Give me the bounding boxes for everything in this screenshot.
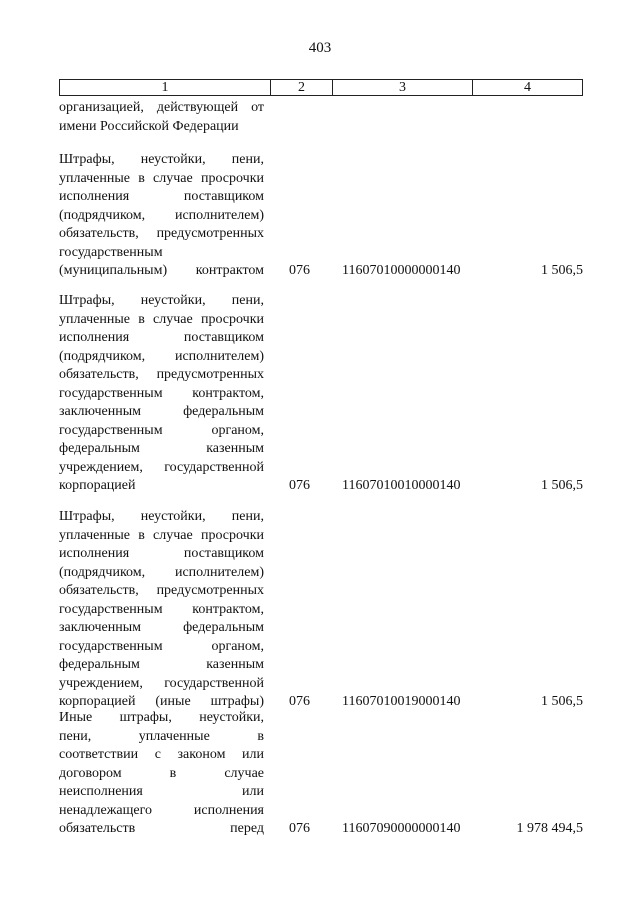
table-row bbox=[59, 508, 583, 711]
row-code-3: 11607010000000140 bbox=[342, 262, 461, 278]
description-line: (подрядчиком, исполнителем) bbox=[59, 348, 264, 364]
description-line: обязательств, предусмотренных bbox=[59, 367, 264, 382]
description-line: обязательств, предусмотренных bbox=[59, 226, 264, 241]
row-amount: 1 506,5 bbox=[541, 262, 583, 278]
description-line: уплаченные в случае просрочки bbox=[59, 311, 264, 327]
row-code-2: 076 bbox=[289, 693, 310, 709]
description-line: государственным контрактом, bbox=[59, 385, 264, 401]
description-line: корпорацией bbox=[59, 478, 136, 493]
description-line: федеральным казенным bbox=[59, 657, 264, 672]
description-line: учреждением, государственной bbox=[59, 675, 264, 691]
description-line: исполнения поставщиком bbox=[59, 546, 264, 561]
description-line: организацией, действующей от bbox=[59, 100, 264, 115]
table-header bbox=[59, 79, 583, 96]
description-line: учреждением, государственной bbox=[59, 459, 264, 475]
description-line: государственным органом, bbox=[59, 638, 264, 654]
description-line: (подрядчиком, исполнителем) bbox=[59, 207, 264, 223]
table-row bbox=[59, 709, 583, 838]
row-code-2: 076 bbox=[289, 477, 310, 493]
header-col-4: 4 bbox=[524, 79, 531, 95]
description-line: пени, уплаченные в bbox=[59, 728, 264, 744]
description-line: договором в случае bbox=[59, 765, 264, 781]
row-amount: 1 978 494,5 bbox=[516, 820, 583, 836]
row-description bbox=[59, 151, 264, 281]
row-description bbox=[59, 292, 264, 496]
row-amount: 1 506,5 bbox=[541, 693, 583, 709]
table-row bbox=[59, 292, 583, 495]
header-col-1: 1 bbox=[60, 80, 271, 95]
header-col-2: 2 bbox=[271, 80, 333, 95]
description-line: уплаченные в случае просрочки bbox=[59, 170, 264, 186]
table-row bbox=[59, 99, 583, 136]
description-line: (муниципальным) контрактом bbox=[59, 263, 264, 278]
row-code-3: 11607010010000140 bbox=[342, 477, 461, 493]
description-line: неисполнения или bbox=[59, 784, 264, 799]
description-line: федеральным казенным bbox=[59, 441, 264, 456]
row-code-2: 076 bbox=[289, 262, 310, 278]
row-description bbox=[59, 99, 264, 136]
description-line: Штрафы, неустойки, пени, bbox=[59, 509, 264, 524]
description-line: Штрафы, неустойки, пени, bbox=[59, 293, 264, 308]
description-line: (подрядчиком, исполнителем) bbox=[59, 564, 264, 580]
description-line: Иные штрафы, неустойки, bbox=[59, 710, 264, 725]
description-line: исполнения поставщиком bbox=[59, 189, 264, 204]
row-description bbox=[59, 709, 264, 839]
row-description bbox=[59, 508, 264, 712]
description-line: заключенным федеральным bbox=[59, 620, 264, 635]
description-line: обязательств, предусмотренных bbox=[59, 583, 264, 598]
description-line: государственным органом, bbox=[59, 422, 264, 438]
description-line: исполнения поставщиком bbox=[59, 330, 264, 345]
description-line: соответствии с законом или bbox=[59, 747, 264, 762]
description-line: государственным контрактом, bbox=[59, 601, 264, 617]
table-row bbox=[59, 151, 583, 280]
description-line: имени Российской Федерации bbox=[59, 118, 239, 134]
description-line: заключенным федеральным bbox=[59, 404, 264, 419]
description-line: Штрафы, неустойки, пени, bbox=[59, 152, 264, 167]
description-line: ненадлежащего исполнения bbox=[59, 802, 264, 818]
header-col-3: 3 bbox=[333, 80, 473, 95]
row-code-2: 076 bbox=[289, 820, 310, 836]
description-line: уплаченные в случае просрочки bbox=[59, 527, 264, 543]
description-line: корпорацией (иные штрафы) bbox=[59, 694, 264, 709]
row-code-3: 11607010019000140 bbox=[342, 693, 461, 709]
description-line: обязательств перед bbox=[59, 821, 264, 836]
row-code-3: 11607090000000140 bbox=[342, 820, 461, 836]
row-amount: 1 506,5 bbox=[541, 477, 583, 493]
description-line: государственным bbox=[59, 244, 163, 260]
page-number: 403 bbox=[308, 40, 332, 56]
